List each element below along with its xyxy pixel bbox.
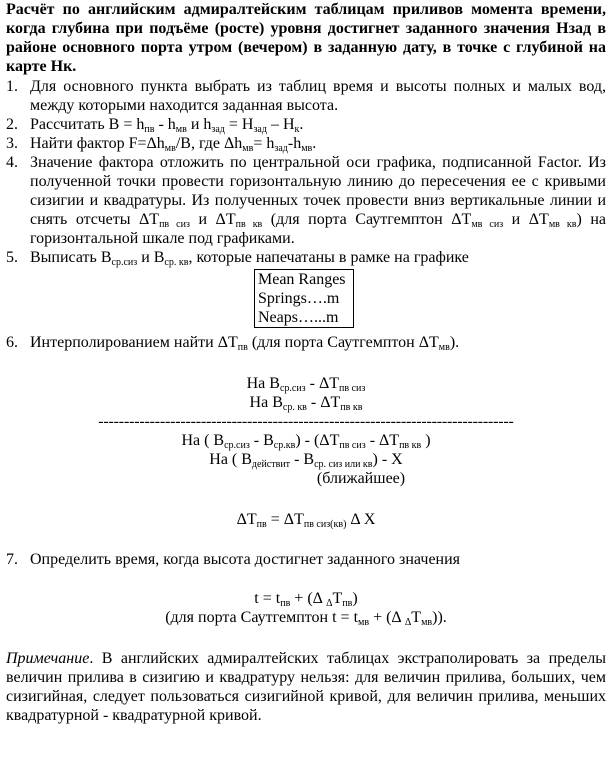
step-text: и h: [186, 116, 212, 133]
formula-line: [6, 589, 606, 608]
list-item: [6, 77, 606, 115]
step-text: и B: [137, 249, 165, 266]
formula-text: - B: [290, 451, 315, 468]
subscript: мв: [175, 124, 187, 135]
step-text: – H: [266, 116, 295, 133]
formula-text: T: [411, 609, 422, 626]
step-text: .: [312, 135, 317, 152]
step-number: 3.: [6, 135, 18, 152]
formula-result: [6, 510, 606, 529]
formula-text: t = t: [254, 590, 281, 607]
step-text: = h: [253, 135, 275, 152]
step-number: 4.: [6, 154, 18, 171]
mean-ranges-box: [254, 269, 354, 328]
formula-text: На B: [249, 394, 283, 411]
subscript: пв сиз: [159, 219, 190, 230]
step-text: Рассчитать B = h: [30, 116, 145, 133]
step-text: Для основного пункта выбрать из таблиц время и высоты полных и малых вод, между которыми находится заданная высота.: [30, 78, 606, 114]
list-item: [6, 134, 606, 153]
formula-text: - ΔT: [305, 375, 340, 392]
subscript: зад: [211, 124, 225, 135]
subscript: пв: [280, 598, 291, 609]
time-formula: [6, 589, 606, 627]
step-number: 1.: [6, 78, 18, 95]
note-text: . В английских адмиралтейских таблицах экстраполировать за пределы величин прилива в сизигию и квадратуру нельзя: для величин прилива, больших, чем сизигийная, следует пользоваться сизигийной кривой, для величин прилива, меньших квадратурной - квадратурной кривой.: [6, 650, 606, 724]
formula-text: На ( B: [209, 451, 252, 468]
subscript: мв: [358, 617, 370, 628]
step-text: Найти фактор F=Δh: [30, 135, 165, 152]
formula-note-nearest: (ближайшее): [316, 470, 406, 487]
subscript: мв сиз: [471, 219, 504, 230]
subscript: ср.сиз: [111, 257, 138, 268]
subscript: пв кв: [235, 219, 263, 230]
step-text: Определить время, когда высота достигнет заданного значения: [30, 551, 461, 568]
step-number: 7.: [6, 551, 18, 568]
formula-line: [6, 608, 606, 627]
box-line-springs: Springs….m: [258, 290, 340, 307]
subscript: ср. кв: [282, 402, 307, 413]
step-text: Значение фактора отложить по центральной оси графика, подписанной Factor. Из полученной точки провести горизонтальную линию до пересечения ее с кривыми сизигии и квадратуры. Из полученных точек провести вниз вертикальные линии и снять отсчеты ΔT: [30, 154, 606, 228]
step-text: (для порта Саутгемптон ΔT: [247, 334, 439, 351]
formula-text: - ΔT: [365, 432, 400, 449]
subscript: пв кв: [399, 440, 422, 451]
steps-list: [6, 77, 606, 267]
subscript: ср.кв: [273, 440, 296, 451]
step-text: ) на горизонтальной шкале под графиками.: [30, 211, 606, 247]
formula-text: (для порта Саутгемптон t = t: [165, 609, 359, 626]
formula-text: ) - (ΔT: [295, 432, 340, 449]
subscript: пв: [144, 124, 155, 135]
note-paragraph: [6, 649, 606, 725]
formula-text: + (Δ: [369, 609, 405, 626]
subscript: ср.сиз: [279, 383, 306, 394]
step-text: /B, где Δh: [175, 135, 243, 152]
step-number: 5.: [6, 249, 18, 266]
formula-text: ): [352, 590, 358, 607]
subscript: к: [294, 124, 300, 135]
subscript: Δ: [404, 617, 412, 628]
list-item: [6, 115, 606, 134]
formula-line: [6, 393, 606, 412]
formula-line: [6, 431, 606, 450]
formula-line: [6, 374, 606, 393]
subscript: пв сиз: [339, 440, 366, 451]
subscript: пв сиз: [339, 383, 366, 394]
list-item: [6, 550, 606, 569]
subscript: ср. сиз или кв: [314, 459, 373, 470]
formula-text: + (Δ: [290, 590, 327, 607]
step-text: и ΔT: [189, 211, 236, 228]
formula-text: На B: [246, 375, 280, 392]
formula-text: - ΔT: [306, 394, 341, 411]
formula-text: = ΔT: [266, 511, 304, 528]
subscript: мв: [421, 617, 433, 628]
steps-list-continued: [6, 333, 606, 352]
document-title: Расчёт по английским адмиралтейским таблицам приливов момента времени, когда глубина при подъёме (росте) уровня достигнет заданного значения Нзад в районе основного порта утром (вечером) в заданную дату, в точке с глубиной на карте Нк.: [6, 1, 606, 75]
list-item: [6, 153, 606, 248]
subscript: мв: [301, 143, 313, 154]
step-text: , которые напечатаны в рамке на графике: [188, 249, 469, 266]
formula-text: - B: [249, 432, 274, 449]
step-text: = H: [224, 116, 254, 133]
subscript: действит: [251, 459, 291, 470]
subscript: мв: [242, 143, 254, 154]
subscript: пв: [342, 598, 353, 609]
subscript: пв сиз(кв): [303, 519, 347, 530]
dashed-divider: ---------------------------------------------------------------------------------: [98, 413, 514, 430]
list-item: [6, 248, 606, 267]
formula-text: ): [421, 432, 431, 449]
steps-list-final: [6, 550, 606, 569]
step-text: -h: [287, 135, 302, 152]
subscript: ср. кв: [164, 257, 189, 268]
formula-text: ΔT: [236, 511, 257, 528]
step-text: и ΔT: [503, 211, 549, 228]
step-number: 2.: [6, 116, 18, 133]
note-label: Примечание: [6, 650, 90, 667]
subscript: мв кв: [548, 219, 577, 230]
formula-text: Δ X: [346, 511, 376, 528]
list-item: [6, 333, 606, 352]
subscript: ср.сиз: [224, 440, 250, 451]
document-page: [6, 0, 606, 741]
subscript: мв: [438, 342, 450, 353]
formula-text: На ( B: [181, 432, 225, 449]
subscript: пв кв: [340, 402, 363, 413]
step-text: - h: [154, 116, 176, 133]
step-text: Интерполированием найти ΔT: [30, 334, 238, 351]
subscript: зад: [253, 124, 267, 135]
interpolation-formula: [6, 374, 606, 529]
subscript: зад: [274, 143, 288, 154]
step-text: (для порта Саутгемптон ΔT: [262, 211, 472, 228]
formula-line: [6, 450, 606, 469]
subscript: Δ: [326, 598, 333, 609]
formula-text: ) - X: [372, 451, 403, 468]
formula-text: )).: [432, 609, 447, 626]
box-line-neaps: Neaps…...m: [258, 309, 339, 326]
step-text: Выписать B: [30, 249, 112, 266]
step-number: 6.: [6, 334, 18, 351]
step-text: .: [299, 116, 304, 133]
subscript: пв: [237, 342, 248, 353]
step-text: ).: [449, 334, 460, 351]
subscript: мв: [164, 143, 176, 154]
box-line-mean-ranges: Mean Ranges: [258, 271, 346, 288]
subscript: пв: [256, 519, 267, 530]
formula-text: T: [332, 590, 343, 607]
